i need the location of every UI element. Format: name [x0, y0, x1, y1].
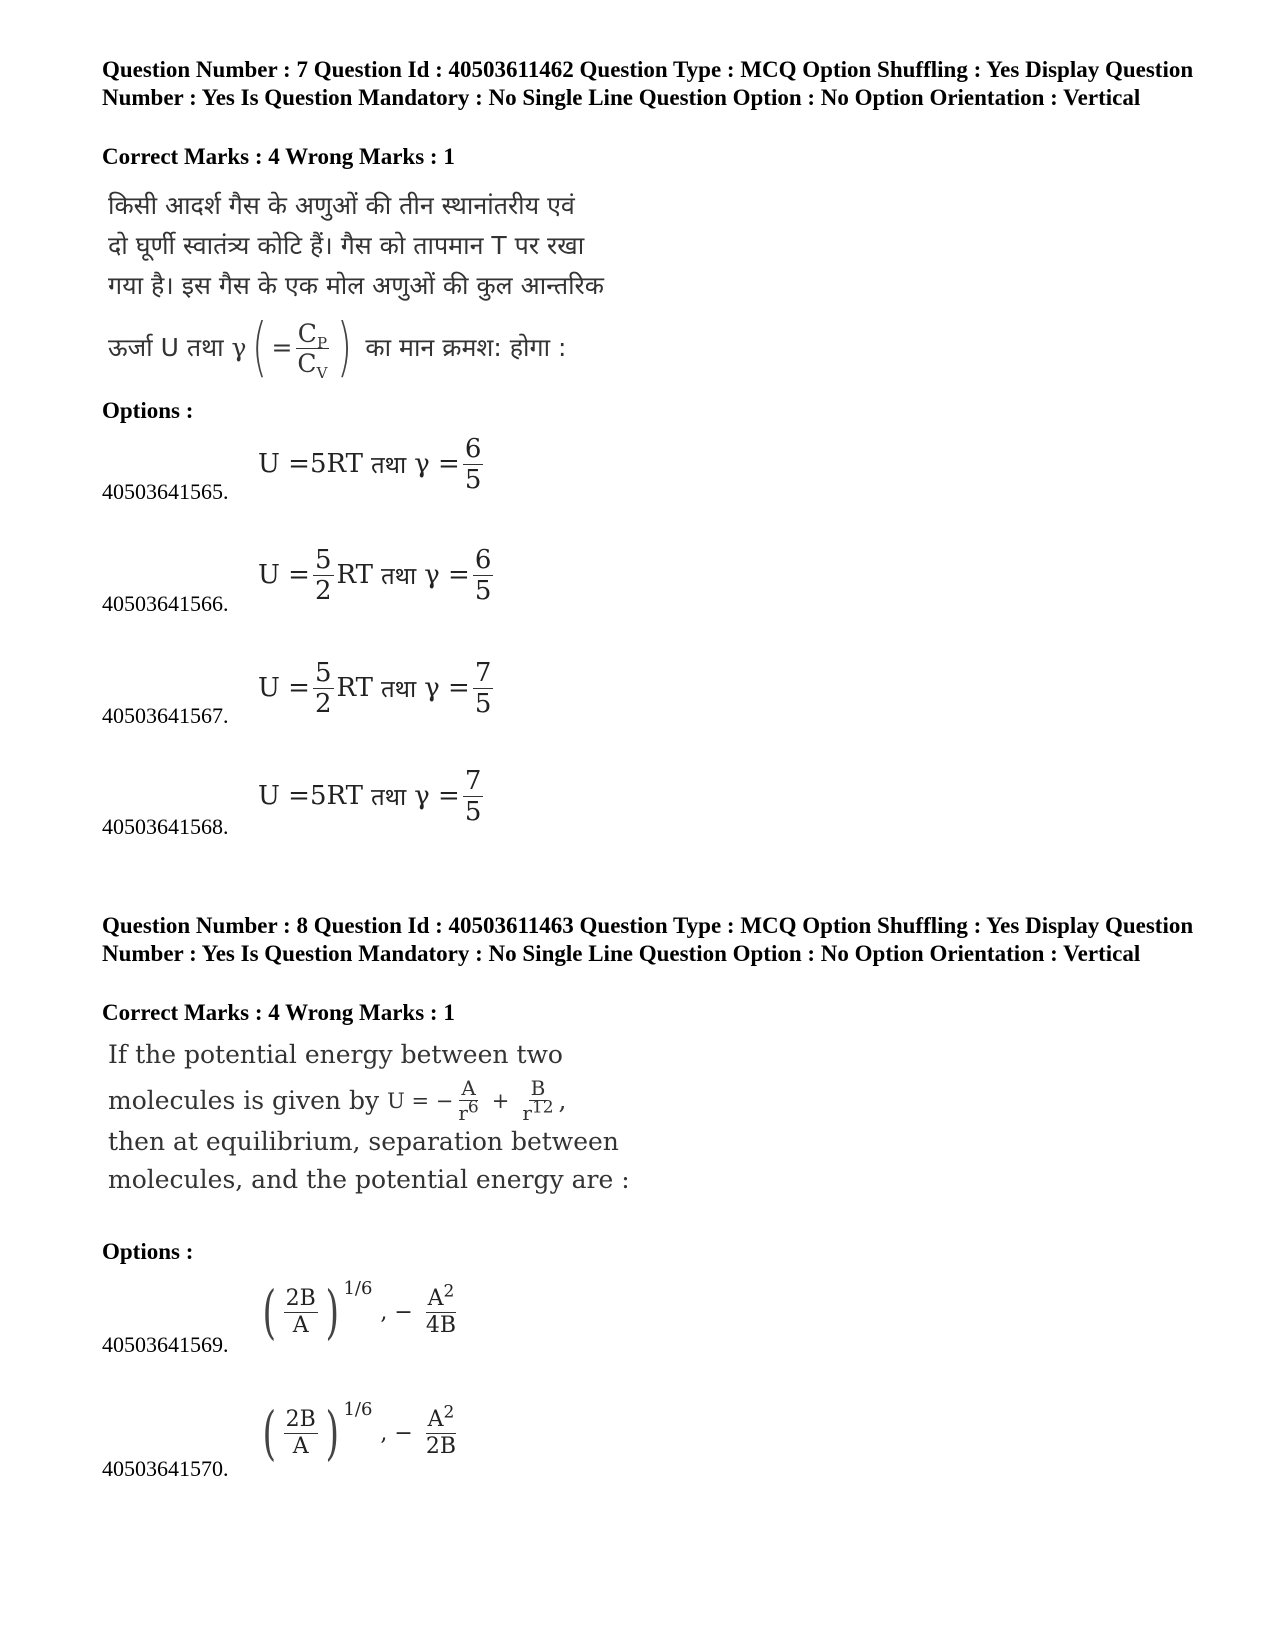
- right-paren: ): [325, 1278, 339, 1346]
- q7-opt2-u-tail: RT: [336, 560, 373, 590]
- q8-opt1-sep: , −: [380, 1299, 413, 1325]
- q7-option-3-id: 40503641567.: [102, 703, 229, 728]
- q7-opt3-g-lhs: γ =: [424, 673, 470, 703]
- q7-cp-sub: P: [316, 333, 328, 352]
- q7-eq-sign: =: [271, 333, 293, 362]
- q8-opt2-result-fraction: $\frac{A^2}{2B}$: [425, 1402, 457, 1459]
- q8-stem-line2-a: molecules is given by: [108, 1085, 380, 1115]
- q7-option-3-math: [258, 656, 496, 720]
- right-paren: ): [325, 1399, 339, 1467]
- q8-option-2-id: 40503641570.: [102, 1456, 229, 1481]
- q8-opt1-result-fraction: $\frac{A^2}{4B}$: [425, 1281, 457, 1338]
- q8-a-over-r6: $\frac{A}{r^6}$: [458, 1076, 479, 1125]
- q8-opt2-sep: , −: [380, 1420, 413, 1446]
- q7-opt3-gamma-fraction: $\frac{7}{5}$: [474, 657, 492, 719]
- q7-opt2-u-fraction: $\frac{5}{2}$: [314, 544, 332, 606]
- q7-cv: C: [297, 348, 317, 378]
- left-paren: (: [262, 1399, 277, 1467]
- q7-opt1-conj: तथा: [370, 450, 407, 479]
- q7-opt2-g-lhs: γ =: [424, 560, 470, 590]
- q8-stem-line1: If the potential energy between two: [108, 1040, 563, 1069]
- q8-options-label: Options :: [102, 1239, 194, 1264]
- q8-opt2-exponent: 1/6: [343, 1399, 373, 1420]
- q7-stem-line2: दो घूर्णी स्वातंत्र्य कोटि हैं। गैस को तापमान T पर रखा: [108, 231, 585, 260]
- q7-opt4-u-lhs: U =: [258, 781, 310, 811]
- q8-stem-line2: [108, 1078, 628, 1123]
- q7-stem: [108, 186, 628, 385]
- q7-opt4-conj: तथा: [370, 782, 407, 811]
- q8-stem-line4: molecules, and the potential energy are :: [108, 1165, 630, 1194]
- q7-opt4-gamma-fraction: $\frac{7}{5}$: [464, 765, 482, 827]
- q7-opt2-conj: तथा: [380, 561, 417, 590]
- q8-opt1-inner-fraction: $\frac{2B}{A}$: [285, 1285, 316, 1338]
- q7-header: Question Number : 7 Question Id : 40503611462 Question Type : MCQ Option Shuffling : Yes Display Question Number : Yes Is Question Mandatory : No Single Line Question Option : No Option Orientation : Vertical: [102, 57, 1194, 110]
- right-paren: ): [337, 311, 353, 385]
- q7-cp-cv-fraction: [295, 318, 329, 382]
- q7-option-4-id: 40503641568.: [102, 814, 229, 839]
- q8-opt1-exponent: 1/6: [343, 1278, 373, 1299]
- q8-option-1-id: 40503641569.: [102, 1332, 229, 1357]
- q7-option-1-math: [258, 432, 486, 496]
- q7-stem-line4-a: ऊर्जा U तथा: [108, 333, 224, 362]
- q7-stem-line3: गया है। इस गैस के एक मोल अणुओं की कुल आन्तरिक: [108, 271, 604, 300]
- q8-opt2-inner-fraction: $\frac{2B}{A}$: [285, 1406, 316, 1459]
- q7-options-label: Options :: [102, 398, 194, 423]
- q7-stem-line1: किसी आदर्श गैस के अणुओं की तीन स्थानांतरीय एवं: [108, 191, 575, 220]
- q7-gamma: γ: [231, 333, 247, 362]
- q8-plus: +: [491, 1088, 510, 1113]
- left-paren: (: [251, 311, 267, 385]
- q7-opt1-gamma-fraction: $\frac{6}{5}$: [464, 433, 482, 495]
- q7-opt2-u-lhs: U =: [258, 560, 310, 590]
- q7-cv-sub: V: [316, 363, 328, 382]
- q7-option-4-math: [258, 764, 486, 828]
- q7-opt4-u-coef: 5RT: [309, 781, 363, 811]
- q7-option-1-id: 40503641565.: [102, 479, 229, 504]
- q7-opt3-conj: तथा: [380, 674, 417, 703]
- q7-opt3-u-fraction: $\frac{5}{2}$: [314, 657, 332, 719]
- q7-marks: Correct Marks : 4 Wrong Marks : 1: [102, 144, 455, 169]
- q7-opt1-g-lhs: γ =: [414, 449, 460, 479]
- left-paren: (: [262, 1278, 277, 1346]
- q7-cp: C: [297, 318, 317, 348]
- q8-marks: Correct Marks : 4 Wrong Marks : 1: [102, 1000, 455, 1025]
- q8-option-2-math: [258, 1393, 461, 1473]
- q8-option-1-math: [258, 1272, 461, 1352]
- q8-u-eq: U = −: [387, 1088, 454, 1113]
- q8-stem: [108, 1036, 628, 1199]
- q8-b-over-r12: $\frac{B}{r^{12}}$: [522, 1076, 554, 1125]
- q7-opt2-gamma-fraction: $\frac{6}{5}$: [474, 544, 492, 606]
- q7-opt3-u-lhs: U =: [258, 673, 310, 703]
- q7-option-2-id: 40503641566.: [102, 591, 229, 616]
- q7-gamma-def: [247, 311, 358, 385]
- q7-opt4-g-lhs: γ =: [414, 781, 460, 811]
- q7-opt3-u-tail: RT: [336, 673, 373, 703]
- q7-option-2-math: [258, 543, 496, 607]
- q7-stem-line4: [108, 311, 628, 385]
- q8-stem-line3: then at equilibrium, separation between: [108, 1127, 619, 1156]
- q7-opt1-u-lhs: U =: [258, 449, 310, 479]
- q7-stem-line4-b: का मान क्रमश: होगा :: [365, 333, 567, 362]
- q8-comma: ,: [558, 1085, 567, 1115]
- q8-header: Question Number : 8 Question Id : 40503611463 Question Type : MCQ Option Shuffling : Yes Display Question Number : Yes Is Question Mandatory : No Single Line Question Option : No Option Orientation : Vertical: [102, 913, 1194, 966]
- q7-opt1-u-coef: 5RT: [309, 449, 363, 479]
